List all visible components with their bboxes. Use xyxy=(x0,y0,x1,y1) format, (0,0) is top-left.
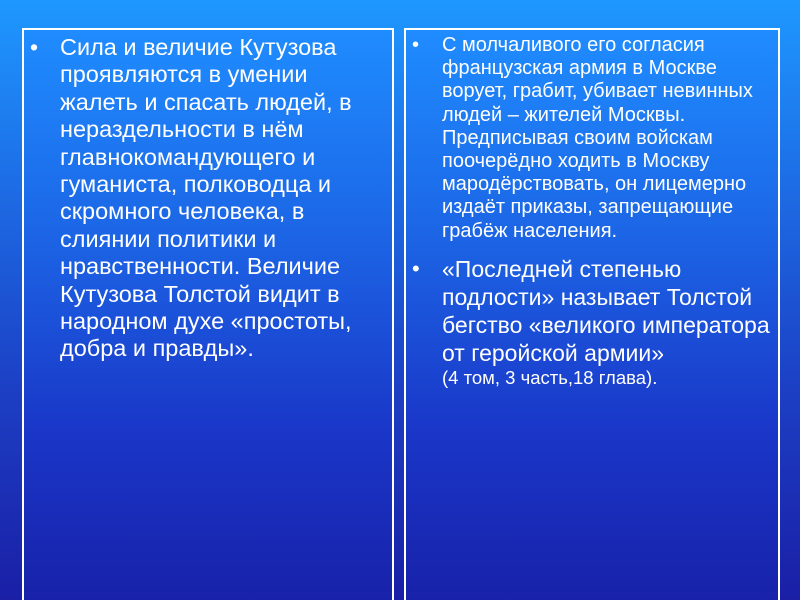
right-bullet-list xyxy=(406,30,778,389)
right-text-panel xyxy=(404,28,780,600)
list-item xyxy=(406,255,774,389)
source-reference: (4 том, 3 часть,18 глава). xyxy=(442,366,658,388)
left-text-panel xyxy=(22,28,394,600)
list-item xyxy=(406,34,774,243)
kutuzov-paragraph: Сила и величие Кутузова проявляются в умении жалеть и спасать людей, в нераздельности в нём главнокомандующего и гуманиста, полководца и скромного человека, в слиянии политики и нравственности. Величие Кутузова Толстой видит в народном духе «простоты, добра и правды». xyxy=(60,34,352,362)
bullet-icon: • xyxy=(30,34,39,60)
napoleon-paragraph: С молчаливого его согласия французская армия в Москве ворует, грабит, убивает невинных людей – жителей Москвы. Предписывая своим войскам поочерёдно ходить в Москву мародёрствовать, он лицемерно издаёт приказы, запрещающие грабёж населения. xyxy=(442,34,753,242)
bullet-icon: • xyxy=(412,255,420,281)
tolstoy-quote-paragraph: «Последней степенью подлости» называет Толстой бегство «великого императора от геройской армии» xyxy=(442,255,770,366)
list-item xyxy=(24,34,388,363)
left-bullet-list xyxy=(24,30,392,363)
bullet-icon: • xyxy=(412,34,420,56)
